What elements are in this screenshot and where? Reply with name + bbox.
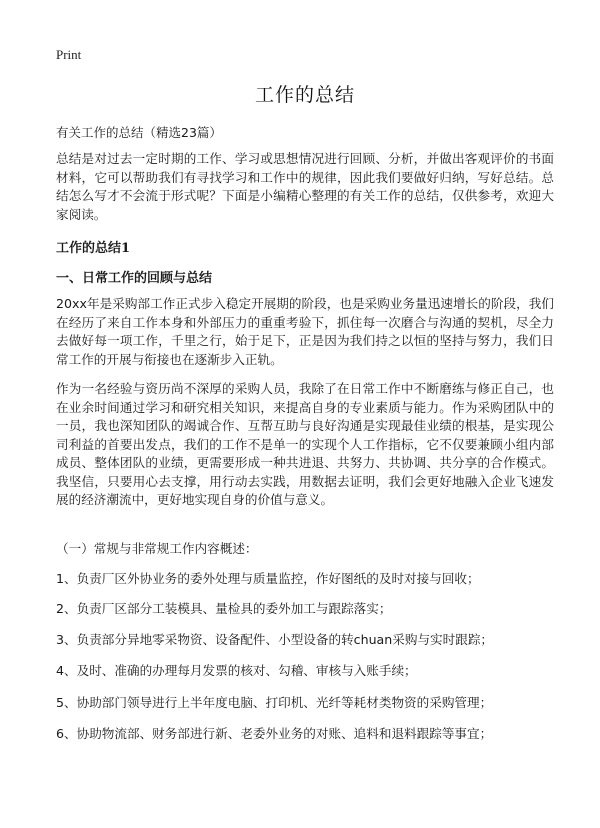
list-item: 3、负责部分异地零采物资、设备配件、小型设备的转chuan采购与实时跟踪；: [56, 632, 494, 647]
list-item: 5、协助部门领导进行上半年度电脑、打印机、光纤等耗材类物资的采购管理；: [56, 695, 493, 710]
body-paragraph-1: 20xx年是采购部工作正式步入稳定开展期的阶段，也是采购业务量迅速增长的阶段，我们在经历了来自工作本身和外部压力的重重考验下，抓住每一次磨合与沟通的契机，尽全力去做好每一项工作，千里之行，始于足下，正是因为我们持之以恒的坚持与努力，我们日常工作的开展与衔接也在逐渐步入正轨。: [56, 296, 554, 367]
overview-heading: （一）常规与非常规工作内容概述：: [56, 541, 258, 556]
list-item: 2、负责厂区部分工装模具、量检具的委外加工与跟踪落实；: [56, 601, 392, 616]
list-item: 1、负责厂区外协业务的委外处理与质量监控，作好图纸的及时对接与回收；: [56, 571, 480, 586]
document-subtitle: 有关工作的总结（精选23篇）: [56, 125, 222, 140]
section-heading: 工作的总结1: [56, 241, 131, 256]
body-paragraph-2: 作为一名经验与资历尚不深厚的采购人员，我除了在日常工作中不断磨练与修正自己，也在业余时间通过学习和研究相关知识，来提高自身的专业素质与能力。作为采购团队中的一员，我也深知团队的竭诚合作、互帮互助与良好沟通是实现最佳业绩的根基，是实现公司利益的首要出发点，我们的工作不是单一的实现个人工作指标，它不仅要兼顾小组内部成员、整体团队的业绩，更需要形成一种共进退、共努力、共协调、共分享的合作模式。我坚信，只要用心去支撑，用行动去实践，用数据去证明，我们会更好地融入企业飞速发展的经济潮流中，更好地实现自身的价值与意义。: [56, 381, 554, 507]
intro-paragraph: 总结是对过去一定时期的工作、学习或思想情况进行回顾、分析，并做出客观评价的书面材料，它可以帮助我们有寻找学习和工作中的规律，因此我们要做好归纳，写好总结。总结怎么写才不会流于形式呢？下面是小编精心整理的有关工作的总结，仅供参考，欢迎大家阅读。: [56, 151, 554, 222]
list-item: 6、协助物流部、财务部进行新、老委外业务的对账、追料和退料跟踪等事宜；: [56, 726, 493, 741]
print-label[interactable]: Print: [56, 47, 82, 62]
document-title: 工作的总结: [254, 84, 355, 106]
list-item: 4、及时、准确的办理每月发票的核对、勾稽、审核与入账手续；: [56, 663, 417, 678]
sub-heading: 一、日常工作的回顾与总结: [56, 271, 213, 286]
